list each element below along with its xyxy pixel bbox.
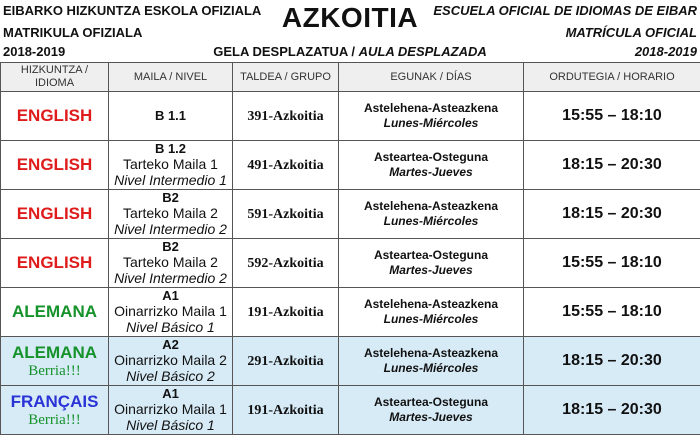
group-code: 191-Azkoitia (247, 403, 324, 418)
schedule-table (0, 62, 700, 435)
group-code: 291-Azkoitia (247, 354, 324, 369)
school-name-spanish: ESCUELA OFICIAL DE IDIOMAS DE EIBAR (433, 3, 697, 18)
language-name: ENGLISH (16, 155, 93, 174)
time-cell (524, 288, 700, 337)
level-code: A1 (162, 386, 179, 401)
enrollment-spanish: MATRÍCULA OFICIAL (565, 25, 697, 40)
table-row (1, 337, 700, 386)
table-row (1, 92, 700, 141)
document-header (0, 0, 700, 62)
level-spanish: Nivel Intermedio 2 (114, 270, 227, 286)
time-cell (524, 92, 700, 141)
days-basque: Astelehena-Asteazkena (363, 101, 499, 115)
group-cell (233, 386, 339, 435)
days-spanish: Martes-Jueves (389, 263, 473, 277)
column-header-group: TALDEA / GRUPO (233, 63, 339, 92)
language-name: ENGLISH (16, 106, 93, 125)
language-name: ENGLISH (16, 204, 93, 223)
school-name-basque: EIBARKO HIZKUNTZA ESKOLA OFIZIALA (3, 3, 262, 18)
column-header-level: MAILA / NIVEL (109, 63, 233, 92)
column-header-language (1, 63, 109, 92)
time-range: 18:15 – 20:30 (562, 352, 662, 369)
level-code: A2 (162, 337, 179, 352)
language-cell (1, 141, 109, 190)
group-cell (233, 239, 339, 288)
city-title: AZKOITIA (281, 2, 419, 33)
level-cell (109, 386, 233, 435)
language-name: ENGLISH (16, 253, 93, 272)
time-range: 18:15 – 20:30 (562, 205, 662, 222)
time-range: 18:15 – 20:30 (562, 156, 662, 173)
language-name: FRANÇAIS (10, 391, 99, 411)
language-cell (1, 386, 109, 435)
classroom-basque: GELA DESPLAZATUA / (213, 44, 356, 59)
language-cell (1, 92, 109, 141)
column-header-schedule: ORDUTEGIA / HORARIO (524, 63, 700, 92)
column-header-language-line1: HIZKUNTZA / (20, 64, 89, 76)
days-spanish: Lunes-Miércoles (383, 312, 479, 326)
group-cell (233, 288, 339, 337)
time-range: 15:55 – 18:10 (562, 254, 662, 271)
column-header-days: EGUNAK / DÍAS (339, 63, 524, 92)
level-cell (109, 288, 233, 337)
group-code: 191-Azkoitia (247, 305, 324, 320)
level-code: A1 (162, 288, 179, 303)
days-cell (339, 239, 524, 288)
level-cell (109, 141, 233, 190)
table-row (1, 386, 700, 435)
level-spanish: Nivel Básico 2 (126, 368, 215, 384)
days-cell (339, 141, 524, 190)
days-cell (339, 92, 524, 141)
level-basque: Oinarrizko Maila 1 (114, 401, 227, 417)
group-cell (233, 190, 339, 239)
year-left: 2018-2019 (3, 44, 66, 59)
days-basque: Asteartea-Osteguna (373, 150, 489, 164)
days-basque: Astelehena-Asteazkena (363, 297, 499, 311)
level-spanish: Nivel Intermedio 1 (114, 172, 227, 188)
level-code: B2 (162, 190, 179, 205)
table-row (1, 141, 700, 190)
level-basque: Oinarrizko Maila 2 (114, 352, 227, 368)
days-basque: Asteartea-Osteguna (373, 395, 489, 409)
days-cell (339, 190, 524, 239)
language-name: ALEMANA (12, 302, 97, 321)
time-cell (524, 190, 700, 239)
level-spanish: Nivel Básico 1 (126, 319, 215, 335)
days-basque: Astelehena-Asteazkena (363, 199, 499, 213)
classroom-spanish: AULA DESPLAZADA (358, 44, 487, 59)
level-basque: Tarteko Maila 2 (123, 205, 218, 221)
level-code: B 1.2 (154, 141, 187, 156)
level-basque: Tarteko Maila 2 (123, 254, 218, 270)
days-spanish: Lunes-Miércoles (383, 361, 479, 375)
level-spanish: Nivel Básico 1 (126, 417, 215, 433)
days-spanish: Martes-Jueves (389, 410, 473, 424)
days-cell (339, 386, 524, 435)
days-spanish: Lunes-Miércoles (383, 116, 479, 130)
language-name: ALEMANA (12, 342, 97, 362)
time-cell (524, 337, 700, 386)
level-code: B 1.1 (154, 108, 187, 123)
time-cell (524, 239, 700, 288)
time-range: 18:15 – 20:30 (562, 401, 662, 418)
table-row (1, 288, 700, 337)
days-spanish: Martes-Jueves (389, 165, 473, 179)
new-badge: Berria!!! (28, 411, 81, 428)
days-basque: Asteartea-Osteguna (373, 248, 489, 262)
level-basque: Oinarrizko Maila 1 (114, 303, 227, 319)
enrollment-basque: MATRIKULA OFIZIALA (3, 25, 143, 40)
group-cell (233, 92, 339, 141)
table-header-row (1, 63, 700, 92)
time-range: 15:55 – 18:10 (562, 303, 662, 320)
table-row (1, 239, 700, 288)
group-code: 491-Azkoitia (247, 158, 324, 173)
new-badge: Berria!!! (28, 362, 81, 379)
column-header-language-line2: IDIOMA (34, 77, 75, 89)
group-code: 591-Azkoitia (247, 207, 324, 222)
group-code: 592-Azkoitia (247, 256, 324, 271)
level-code: B2 (162, 239, 179, 254)
days-spanish: Lunes-Miércoles (383, 214, 479, 228)
group-cell (233, 337, 339, 386)
group-cell (233, 141, 339, 190)
year-right: 2018-2019 (634, 44, 697, 59)
language-cell (1, 239, 109, 288)
level-cell (109, 337, 233, 386)
level-cell (109, 239, 233, 288)
level-basque: Tarteko Maila 1 (123, 156, 218, 172)
group-code: 391-Azkoitia (247, 109, 324, 124)
table-row (1, 190, 700, 239)
language-cell (1, 288, 109, 337)
days-basque: Astelehena-Asteazkena (363, 346, 499, 360)
time-cell (524, 386, 700, 435)
level-spanish: Nivel Intermedio 2 (114, 221, 227, 237)
language-cell (1, 337, 109, 386)
time-range: 15:55 – 18:10 (562, 107, 662, 124)
level-cell (109, 190, 233, 239)
time-cell (524, 141, 700, 190)
language-cell (1, 190, 109, 239)
days-cell (339, 288, 524, 337)
classroom-subtitle (0, 44, 700, 60)
days-cell (339, 337, 524, 386)
level-cell (109, 92, 233, 141)
